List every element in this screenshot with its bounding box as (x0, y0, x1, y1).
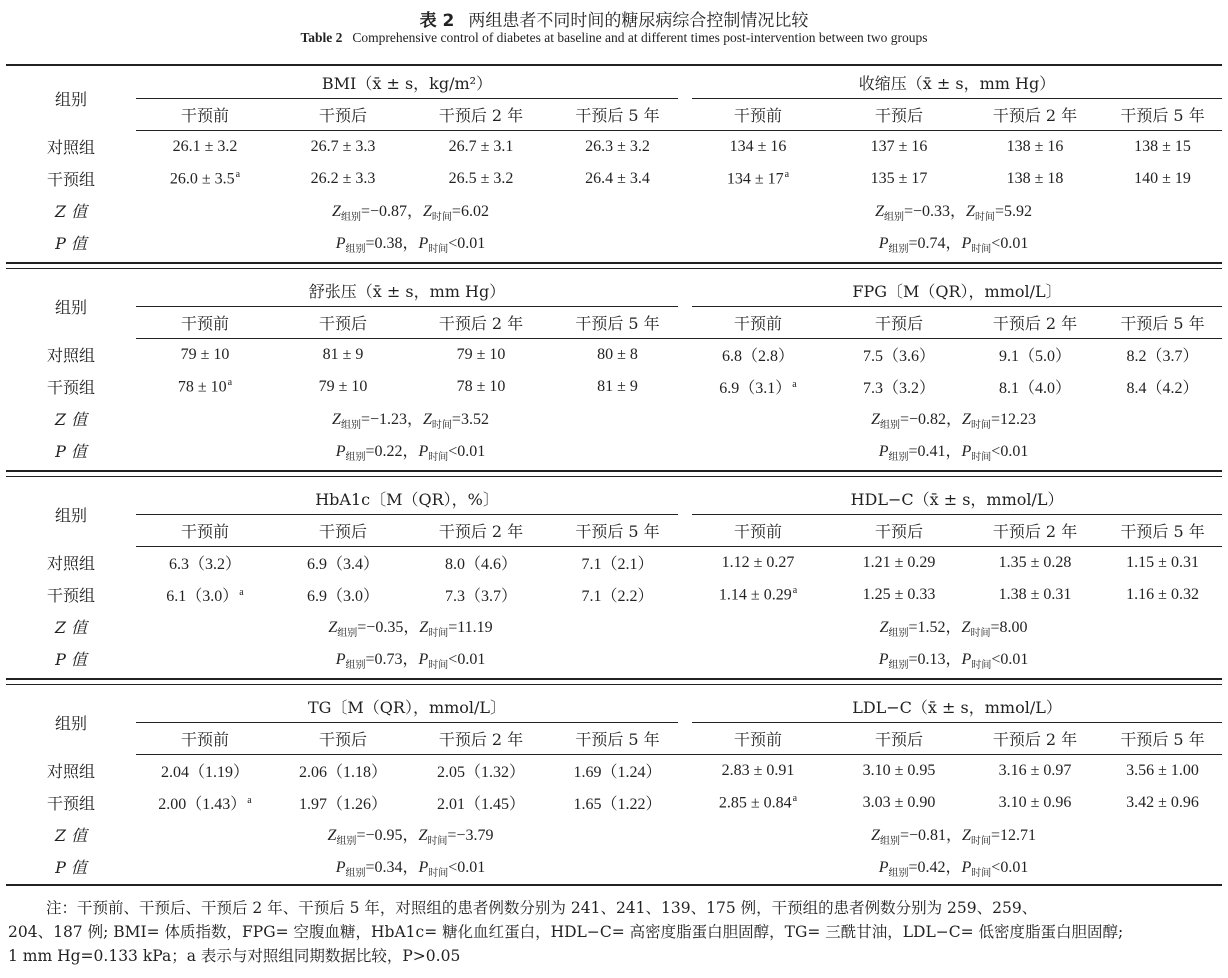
left-intervention-value: 26.2 ± 3.3 (310, 169, 376, 187)
p-row (6, 227, 1222, 259)
footnote-line-1: 注：干预前、干预后、干预后 2 年、干预后 5 年，对照组的患者例数分别为 241、241、139、175 例，干预组的患者例数分别为 259、259、 (46, 899, 1038, 917)
right-intervention-value: 138 ± 18 (1006, 169, 1064, 187)
p-value-label: P 值 (55, 234, 87, 253)
table-title-en (0, 30, 1228, 46)
z-value-label: Z 值 (54, 826, 88, 845)
left-z-row-value: $Z_{组别}=-1.23$，$Z_{时间}=3.52$ (332, 410, 489, 432)
period-header: 干预后 5 年 (1103, 515, 1222, 547)
period-header: 干预后 (274, 307, 412, 339)
period-header: 干预后 (274, 723, 412, 755)
superscript-a: a (792, 584, 798, 596)
bottom-rule (6, 884, 1222, 886)
left-control-value: 79 ± 10 (456, 345, 506, 363)
right-z-row-value: $Z_{组别}=-0.33$，$Z_{时间}=5.92$ (875, 202, 1032, 224)
right-control-value: 1.15 ± 0.31 (1126, 553, 1199, 571)
table-block-4 (6, 690, 1222, 883)
left-control-value: 26.3 ± 3.2 (585, 137, 650, 155)
right-control-value: 138 ± 16 (1006, 137, 1064, 155)
right-control-value: 2.83 ± 0.91 (721, 761, 795, 779)
left-p-row-value: $P_{组别}=0.73$，$P_{时间}<0.01$ (335, 650, 486, 672)
right-intervention-value: $6.9(3.1)^a$ (719, 378, 797, 397)
left-intervention-value: 26.5 ± 3.2 (448, 169, 514, 187)
period-header: 干预前 (685, 307, 831, 339)
period-header: 干预后 2 年 (412, 99, 550, 131)
right-control-value: 1.12 ± 0.27 (721, 553, 795, 571)
period-header: 干预后 2 年 (412, 307, 550, 339)
control-group-label: 对照组 (46, 346, 95, 365)
left-control-value: 26.1 ± 3.2 (172, 137, 238, 155)
left-control-value: 8.0（4.6） (444, 556, 517, 574)
superscript-a: a (247, 794, 252, 806)
period-header: 干预后 2 年 (967, 515, 1103, 547)
intervention-group-label: 干预组 (46, 794, 95, 813)
period-header: 干预后 5 年 (550, 307, 685, 339)
right-intervention-value: 1.38 ± 0.31 (998, 585, 1072, 603)
left-control-value: 79 ± 10 (180, 345, 230, 363)
intervention-row (6, 787, 1222, 819)
right-control-value: 8.2（3.7） (1126, 348, 1199, 366)
p-value-label: P 值 (55, 442, 87, 461)
left-intervention-value: 1.97（1.26） (298, 796, 387, 813)
right-control-value: 6.8（2.8） (722, 348, 795, 366)
left-intervention-value: 26.4 ± 3.4 (585, 169, 650, 187)
left-metric-header: TG〔M（QR），mmol/L〕 (136, 690, 685, 723)
period-header: 干预后 5 年 (1103, 99, 1222, 131)
z-value-label: Z 值 (54, 410, 88, 429)
block-rule (6, 268, 1222, 269)
left-z-row-value: $Z_{组别}=-0.35$，$Z_{时间}=11.19$ (328, 618, 493, 640)
right-intervention-value: 1.25 ± 0.33 (862, 585, 936, 603)
right-intervention-value: 3.03 ± 0.90 (862, 793, 936, 811)
group-header: 组别 (54, 297, 87, 317)
left-intervention-value: 78 ± 10 (456, 377, 506, 395)
control-group-label: 对照组 (46, 554, 95, 573)
left-z-row-value: $Z_{组别}=-0.87$，$Z_{时间}=6.02$ (332, 202, 489, 224)
left-intervention-value: 7.1（2.2） (581, 588, 654, 605)
left-intervention-value: $6.1(3.0)^a$ (166, 586, 244, 605)
period-header: 干预前 (685, 99, 831, 131)
period-header: 干预后 (831, 515, 967, 547)
left-intervention-value: 79 ± 10 (318, 377, 368, 395)
right-intervention-value: 2.85 ± 0.84$^a$ (718, 792, 798, 812)
left-control-value: 80 ± 8 (597, 345, 638, 363)
left-intervention-value: 81 ± 9 (597, 377, 638, 395)
intervention-row (6, 163, 1222, 195)
p-row (6, 643, 1222, 675)
control-row (6, 131, 1222, 163)
block-rule (6, 470, 1222, 472)
right-intervention-value: 3.42 ± 0.96 (1126, 793, 1199, 811)
z-row (6, 195, 1222, 227)
footnote-line-2: 204、187 例; BMI= 体质指数，FPG= 空腹血糖，HbA1c= 糖化血红蛋白，HDL−C= 高密度脂蛋白胆固醇，TG= 三酰甘油，LDL−C= 低密度脂蛋白胆固醇; (8, 923, 1124, 941)
table-title-cn (0, 6, 1228, 31)
right-intervention-value: 1.14 ± 0.29$^a$ (718, 584, 798, 604)
control-group-label: 对照组 (46, 762, 95, 781)
right-intervention-value: 8.1（4.0） (999, 380, 1072, 397)
z-row (6, 819, 1222, 851)
right-control-value: 7.5（3.6） (863, 348, 936, 366)
intervention-group-label: 干预组 (46, 378, 95, 397)
left-control-value: 81 ± 9 (322, 345, 364, 363)
right-p-row-value: $P_{组别}=0.74$，$P_{时间}<0.01$ (878, 234, 1029, 256)
left-metric-header: BMI（x̄ ± s，kg/m²） (136, 66, 685, 99)
block-rule (6, 262, 1222, 264)
intervention-group-label: 干预组 (46, 170, 95, 189)
group-header: 组别 (54, 89, 87, 109)
table-caption-en: Comprehensive control of diabetes at baseline and at different times post-intervention between two groups (352, 30, 928, 45)
right-intervention-value: 8.4（4.2） (1126, 380, 1199, 397)
block-rule (6, 684, 1222, 685)
left-intervention-value: $78 \pm 10^a$ (177, 376, 233, 396)
superscript-a: a (792, 792, 798, 804)
table-block-1 (6, 66, 1222, 259)
p-row (6, 435, 1222, 467)
period-header: 干预后 5 年 (550, 723, 685, 755)
intervention-row (6, 579, 1222, 611)
left-control-value: 2.04（1.19） (160, 764, 249, 782)
left-p-row-value: $P_{组别}=0.38$，$P_{时间}<0.01$ (335, 234, 486, 256)
right-p-row-value: $P_{组别}=0.13$，$P_{时间}<0.01$ (878, 650, 1029, 672)
left-z-row-value: $Z_{组别}=-0.95$，$Z_{时间}=-3.79$ (327, 826, 494, 848)
intervention-group-label: 干预组 (46, 586, 95, 605)
z-row (6, 403, 1222, 435)
superscript-a: a (784, 168, 790, 180)
left-intervention-value: 6.9（3.0） (306, 588, 379, 605)
left-metric-header: HbA1c〔M（QR），%〕 (136, 482, 685, 515)
right-control-value: 134 ± 16 (729, 137, 787, 155)
table-label-cn: 表 2 (419, 11, 455, 31)
right-control-value: 3.16 ± 0.97 (998, 761, 1072, 779)
z-value-label: Z 值 (54, 618, 88, 637)
period-header: 干预前 (136, 515, 274, 547)
left-control-value: 6.3（3.2） (168, 556, 241, 574)
control-row (6, 547, 1222, 579)
right-metric-header: 收缩压（x̄ ± s，mm Hg） (685, 66, 1222, 99)
table-label-en: Table 2 (300, 30, 343, 45)
right-intervention-value: 7.3（3.2） (863, 380, 936, 397)
period-header: 干预后 5 年 (550, 515, 685, 547)
superscript-a: a (235, 168, 241, 180)
period-header: 干预后 2 年 (412, 515, 550, 547)
right-intervention-value: 140 ± 19 (1134, 169, 1191, 187)
period-header: 干预后 5 年 (1103, 307, 1222, 339)
period-header: 干预后 (274, 515, 412, 547)
period-header: 干预后 2 年 (412, 723, 550, 755)
period-header: 干预前 (685, 515, 831, 547)
left-p-row-value: $P_{组别}=0.22$，$P_{时间}<0.01$ (335, 442, 486, 464)
period-header: 干预后 (831, 307, 967, 339)
z-value-label: Z 值 (54, 202, 88, 221)
period-header: 干预前 (685, 723, 831, 755)
left-control-value: 6.9（3.4） (306, 556, 379, 574)
period-header: 干预后 2 年 (967, 99, 1103, 131)
left-p-row-value: $P_{组别}=0.34$，$P_{时间}<0.01$ (335, 858, 486, 880)
right-control-value: 138 ± 15 (1134, 137, 1191, 155)
superscript-a: a (239, 586, 244, 598)
period-header: 干预后 (831, 99, 967, 131)
period-header: 干预后 2 年 (967, 307, 1103, 339)
right-control-value: 1.35 ± 0.28 (998, 553, 1072, 571)
right-control-value: 137 ± 16 (870, 137, 928, 155)
left-intervention-value: 7.3（3.7） (444, 588, 517, 605)
right-z-row-value: $Z_{组别}=1.52$，$Z_{时间}=8.00$ (879, 618, 1028, 640)
period-header: 干预后 5 年 (550, 99, 685, 131)
left-control-value: 7.1（2.1） (581, 556, 654, 574)
left-intervention-value: $2.00(1.43)^a$ (158, 794, 252, 813)
period-header: 干预前 (136, 99, 274, 131)
table-block-3 (6, 482, 1222, 675)
right-z-row-value: $Z_{组别}=-0.82$，$Z_{时间}=12.23$ (871, 410, 1036, 432)
superscript-a: a (227, 376, 233, 388)
period-header: 干预后 5 年 (1103, 723, 1222, 755)
left-intervention-value: 1.65（1.22） (573, 796, 662, 813)
right-z-row-value: $Z_{组别}=-0.81$，$Z_{时间}=12.71$ (871, 826, 1036, 848)
right-control-value: 9.1（5.0） (999, 348, 1072, 366)
right-intervention-value: 3.10 ± 0.96 (998, 793, 1072, 811)
period-header: 干预后 2 年 (967, 723, 1103, 755)
right-intervention-value: 135 ± 17 (870, 169, 928, 187)
left-control-value: 26.7 ± 3.1 (448, 137, 514, 155)
period-header: 干预前 (136, 307, 274, 339)
table-caption-cn: 两组患者不同时间的糖尿病综合控制情况比较 (468, 11, 809, 31)
group-header: 组别 (54, 505, 87, 525)
group-header: 组别 (54, 713, 87, 733)
period-header: 干预后 (274, 99, 412, 131)
period-header: 干预后 (831, 723, 967, 755)
left-intervention-value: 26.0 ± 3.5$^a$ (169, 168, 241, 188)
right-intervention-value: 1.16 ± 0.32 (1126, 585, 1199, 603)
control-group-label: 对照组 (46, 138, 95, 157)
p-value-label: P 值 (55, 858, 87, 877)
right-control-value: 1.21 ± 0.29 (862, 553, 936, 571)
control-row (6, 339, 1222, 371)
right-metric-header: FPG〔M（QR），mmol/L〕 (685, 274, 1222, 307)
block-rule (6, 678, 1222, 680)
right-intervention-value: $134 \pm 17^a$ (726, 168, 790, 188)
right-control-value: 3.56 ± 1.00 (1126, 761, 1199, 779)
p-value-label: P 值 (55, 650, 87, 669)
left-intervention-value: 2.01（1.45） (436, 796, 525, 813)
table-block-2 (6, 274, 1222, 467)
left-control-value: 26.7 ± 3.3 (310, 137, 376, 155)
z-row (6, 611, 1222, 643)
superscript-a: a (792, 378, 797, 390)
period-header: 干预前 (136, 723, 274, 755)
left-control-value: 1.69（1.24） (573, 764, 662, 782)
intervention-row (6, 371, 1222, 403)
right-p-row-value: $P_{组别}=0.42$，$P_{时间}<0.01$ (878, 858, 1029, 880)
right-metric-header: LDL−C（x̄ ± s，mmol/L） (685, 690, 1222, 723)
p-row (6, 851, 1222, 883)
table-footnote (8, 896, 1220, 968)
left-control-value: 2.05（1.32） (436, 764, 525, 782)
footnote-line-3: 1 mm Hg=0.133 kPa；a 表示与对照组同期数据比较，P>0.05 (8, 947, 461, 965)
control-row (6, 755, 1222, 787)
left-control-value: 2.06（1.18） (298, 764, 387, 782)
block-rule (6, 476, 1222, 477)
right-control-value: 3.10 ± 0.95 (862, 761, 936, 779)
left-metric-header: 舒张压（x̄ ± s，mm Hg） (136, 274, 685, 307)
right-metric-header: HDL−C（x̄ ± s，mmol/L） (685, 482, 1222, 515)
right-p-row-value: $P_{组别}=0.41$，$P_{时间}<0.01$ (878, 442, 1029, 464)
